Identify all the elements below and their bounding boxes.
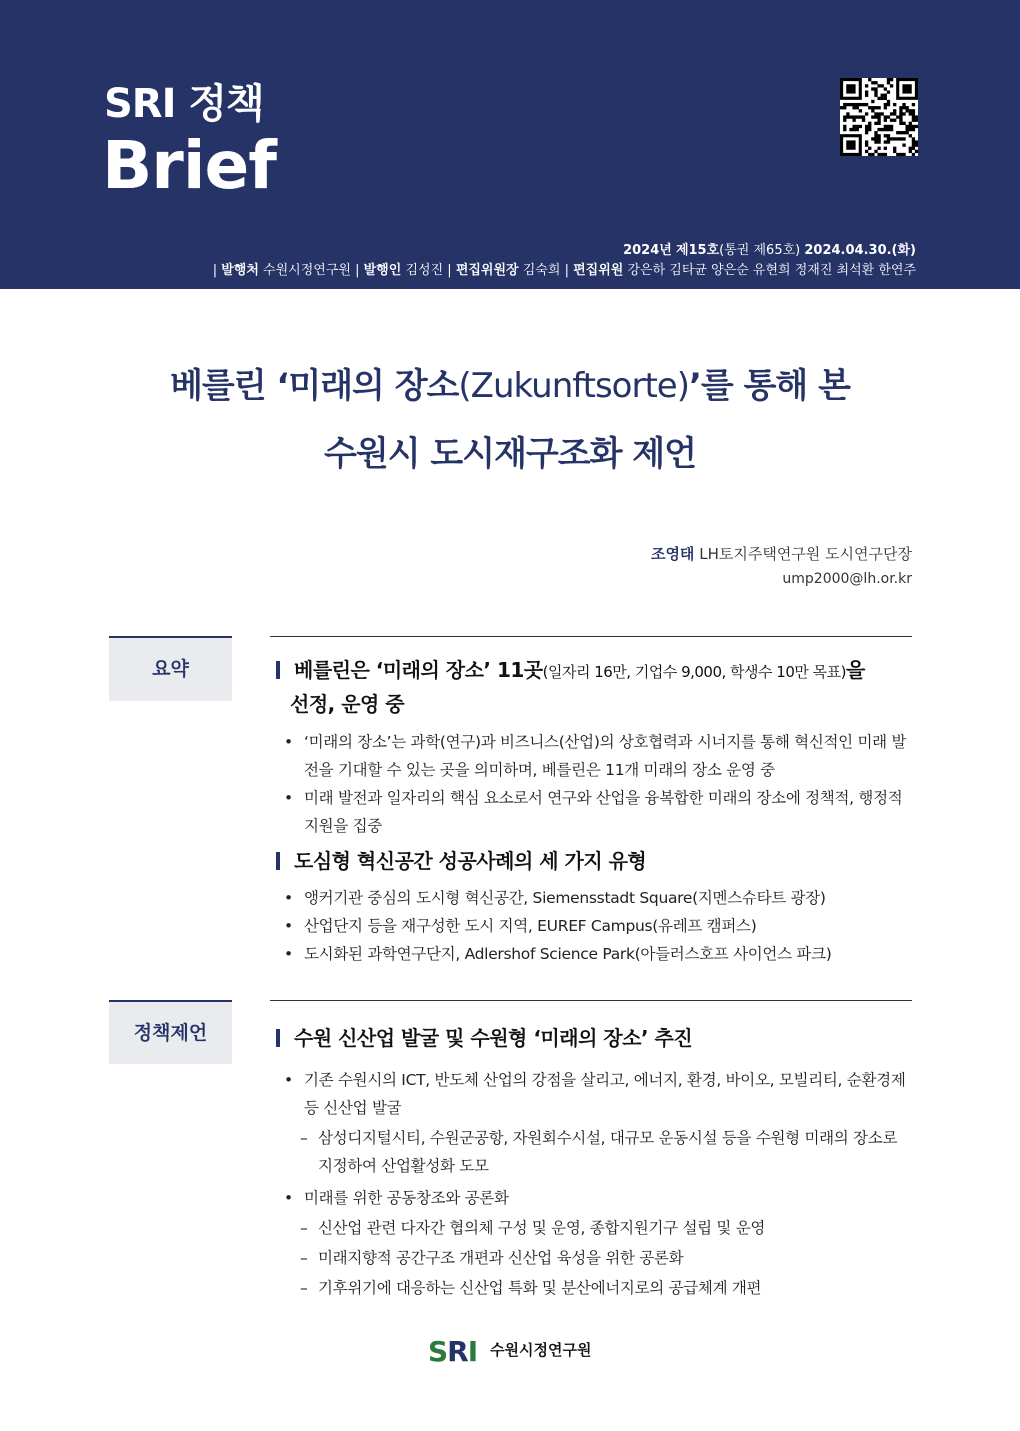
summary-label: 요약 [109,636,232,701]
separator: | [212,263,218,278]
separator: | [447,263,452,278]
title-part: 베를린 ‘미래의 장소 [170,366,459,406]
heading-text: 선정, 운영 중 [290,692,405,716]
dash-icon: – [300,1249,308,1267]
dash-icon: – [300,1279,308,1297]
issue-number: 제15호 [675,243,720,258]
footer-logo [428,1336,608,1370]
list-item [284,884,914,912]
author-email[interactable]: ump2000@lh.or.kr [782,571,912,587]
title-latin: (Zukunftsorte) [458,366,689,406]
sri-logo-icon [428,1336,477,1368]
sub-list-item [300,1274,914,1302]
separator: | [355,263,360,278]
chief-editor-label: 편집위원장 [455,263,519,278]
sub-bullet-text: 신산업 관련 다자간 협의체 구성 및 운영, 종합지원기구 설립 및 운영 [318,1219,766,1237]
author-affiliation: LH토지주택연구원 도시연구단장 [699,545,912,563]
bullet-text: 미래를 위한 공동창조와 공론화 [304,1189,509,1207]
bullet-icon: • [284,1071,293,1089]
issue-year: 2024년 [623,243,672,258]
summary-heading-2 [276,845,916,877]
issue-date: 2024.04.30.(화) [804,243,916,258]
issuer-label: 발행인 [363,263,402,278]
footer-org-name: 수원시정연구원 [490,1341,592,1359]
summary-divider [270,636,912,637]
brief-logo-line2: Brief [102,127,276,204]
list-item [284,1184,914,1212]
chief-editor-name: 김숙희 [522,263,561,278]
list-item [284,728,914,784]
heading-note: (일자리 16만, 기업수 9,000, 학생수 10만 목표) [542,663,846,681]
page-title-line2: 수원시 도시재구조화 제언 [324,434,696,474]
qr-code-icon[interactable] [840,78,918,156]
sub-bullet-text: 기후위기에 대응하는 신산업 특화 및 분산에너지로의 공급체계 개편 [318,1279,762,1297]
publisher-label: 발행처 [221,263,259,278]
title-part: ’를 통해 본 [688,366,850,406]
editors-label: 편집위원 [573,263,624,278]
editors-names: 강은하 김타균 양은순 유현희 정재진 최석환 한연주 [627,263,916,278]
summary-heading-1 [276,654,916,688]
heading-text: 을 [845,658,865,682]
heading-bar [276,661,280,679]
list-item [284,1066,914,1122]
summary-heading-1-cont [276,688,916,720]
bullet-icon: • [284,889,293,907]
issue-info [623,242,916,260]
dash-icon: – [300,1129,308,1147]
sub-bullet-text: 삼성디지털시티, 수원군공항, 자원회수시설, 대규모 운동시설 등을 수원형 미래의 장소로 지정하여 산업활성화 도모 [318,1129,898,1175]
bullet-icon: • [284,1189,293,1207]
issuer-name: 김성진 [405,263,444,278]
bullet-text: 기존 수원시의 ICT, 반도체 산업의 강점을 살리고, 에너지, 환경, 바이오, 모빌리티, 순환경제 등 신산업 발굴 [304,1071,906,1117]
dash-icon: – [300,1219,308,1237]
bullet-text: 미래 발전과 일자리의 핵심 요소로서 연구와 산업을 융복합한 미래의 장소에 정책적, 행정적 지원을 집중 [304,789,903,835]
bullet-icon: • [284,733,293,751]
bullet-text: ‘미래의 장소’는 과학(연구)과 비즈니스(산업)의 상호협력과 시너지를 통해 혁신적인 미래 발전을 기대할 수 있는 곳을 의미하며, 베를린은 11개 미래의 장소 운영 중 [304,733,907,779]
header-banner [0,0,1020,289]
brief-logo-line1: SRI 정책 [104,81,264,127]
sub-bullet-text: 미래지향적 공간구조 개편과 신산업 육성을 위한 공론화 [318,1249,684,1267]
heading-bar [276,852,280,870]
author-line [651,543,912,564]
heading-bar [276,1029,280,1047]
bullet-text: 앵커기관 중심의 도시형 혁신공간, Siemensstadt Square(지멘스슈타트 광장) [304,889,826,907]
sub-list-item [300,1214,914,1242]
list-item [284,940,914,968]
staff-info [213,262,916,280]
issue-total: (통권 제65호) [719,243,801,258]
publisher-name: 수원시정연구원 [263,263,351,278]
bullet-text: 산업단지 등을 재구성한 도시 지역, EUREF Campus(유레프 캠퍼스) [304,917,757,935]
sub-list-item [300,1124,914,1180]
heading-text: 수원 신산업 발굴 및 수원형 ‘미래의 장소’ 추진 [294,1026,693,1050]
list-item [284,912,914,940]
sub-list-item [300,1244,914,1272]
logo-letter: S [428,1335,448,1368]
separator: | [564,263,569,278]
author-name: 조영태 [650,545,695,563]
list-item [284,784,914,840]
bullet-icon: • [284,917,293,935]
bullet-text: 도시화된 과학연구단지, Adlershof Science Park(아들러스호프 사이언스 파크) [304,945,832,963]
heading-text: 베를린은 ‘미래의 장소’ 11곳 [294,658,543,682]
page-title-line1 [0,364,1020,408]
heading-text: 도심형 혁신공간 성공사례의 세 가지 유형 [294,849,647,873]
policy-label: 정책제언 [109,1000,232,1064]
policy-divider [270,1000,912,1001]
logo-letter: R [447,1335,468,1368]
policy-heading [276,1022,916,1054]
logo-letter: I [467,1335,478,1368]
bullet-icon: • [284,945,293,963]
bullet-icon: • [284,789,293,807]
